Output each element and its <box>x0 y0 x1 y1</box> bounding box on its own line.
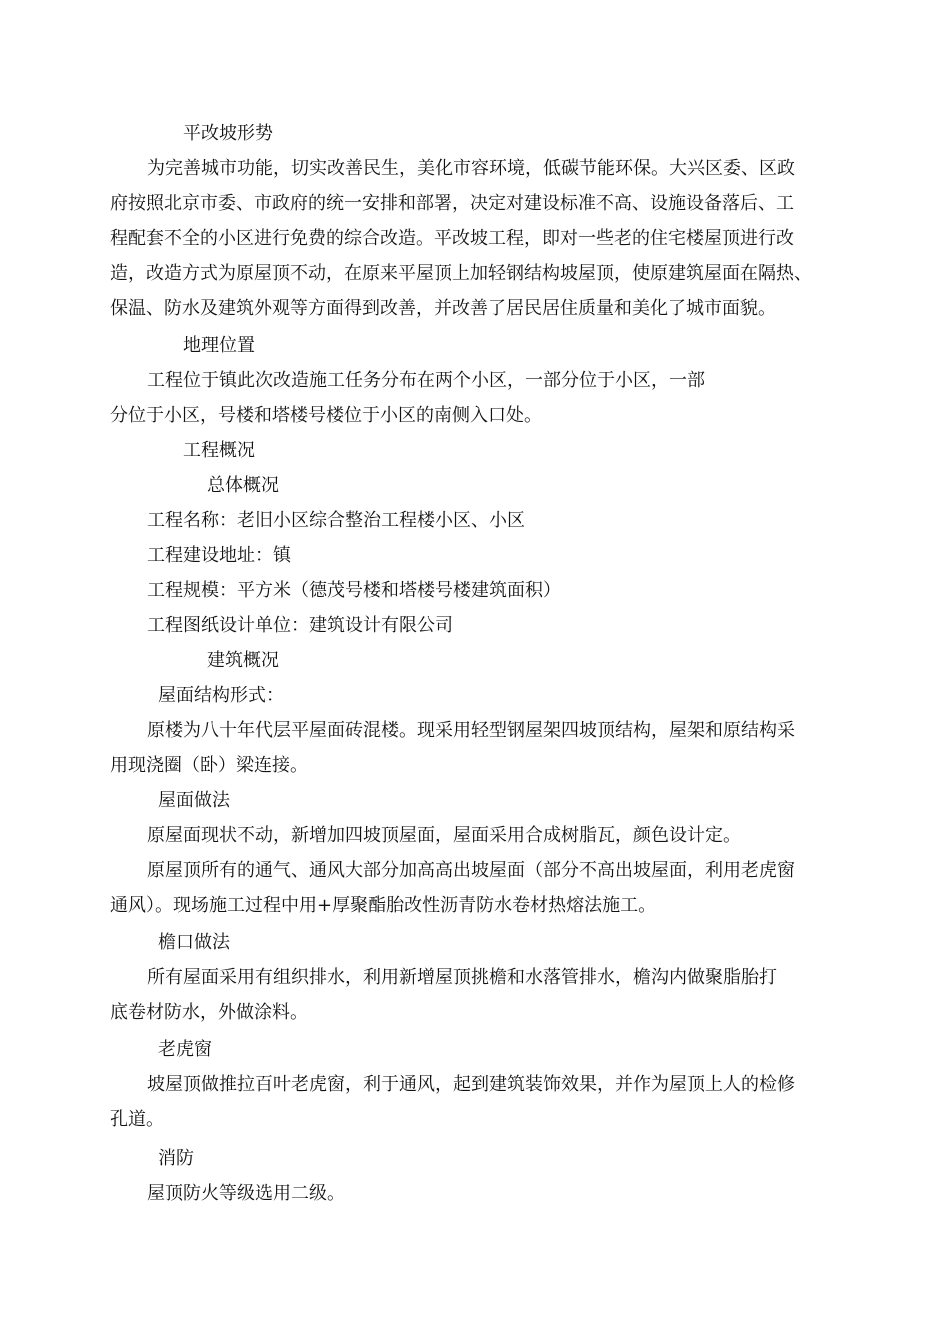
heading-roof-method: 屋面做法 <box>158 790 230 811</box>
heading-roof-structure: 屋面结构形式： <box>158 685 284 706</box>
heading-project-overview: 工程概况 <box>183 440 255 461</box>
para-eave-method-line-2: 底卷材防水，外做涂料。 <box>110 1002 308 1023</box>
para-roof-method-1: 原屋面现状不动，新增加四坡顶屋面，屋面采用合成树脂瓦，颜色设计定。 <box>147 825 741 846</box>
heading-fire-protection: 消防 <box>158 1148 194 1169</box>
para-slope-conversion-line-2: 府按照北京市委、市政府的统一安排和部署，决定对建设标准不高、设施设备落后、工 <box>110 193 794 214</box>
para-dormer-line-2: 孔道。 <box>110 1109 164 1130</box>
para-roof-method-2-line-1: 原屋顶所有的通气、通风大部分加高高出坡屋面（部分不高出坡屋面，利用老虎窗 <box>147 860 795 881</box>
subheading-general-overview: 总体概况 <box>207 475 279 496</box>
para-roof-structure-line-1: 原楼为八十年代层平屋面砖混楼。现采用轻型钢屋架四坡顶结构，屋架和原结构采 <box>147 720 795 741</box>
para-location-line-2: 分位于小区，号楼和塔楼号楼位于小区的南侧入口处。 <box>110 405 542 426</box>
para-slope-conversion-line-4: 造，改造方式为原屋顶不动，在原来平屋顶上加轻钢结构坡屋顶，使原建筑屋面在隔热、 <box>110 263 812 284</box>
para-roof-structure-line-2: 用现浇圈（卧）梁连接。 <box>110 755 308 776</box>
heading-eave-method: 檐口做法 <box>158 932 230 953</box>
para-eave-method-line-1: 所有屋面采用有组织排水，利用新增屋顶挑檐和水落管排水，檐沟内做聚脂胎打 <box>147 967 777 988</box>
project-designer: 工程图纸设计单位：建筑设计有限公司 <box>147 615 453 636</box>
para-location-line-1: 工程位于镇此次改造施工任务分布在两个小区，一部分位于小区，一部 <box>147 370 705 391</box>
heading-dormer: 老虎窗 <box>158 1039 212 1060</box>
heading-slope-conversion: 平改坡形势 <box>183 123 273 144</box>
project-address: 工程建设地址：镇 <box>147 545 291 566</box>
para-slope-conversion-line-5: 保温、防水及建筑外观等方面得到改善，并改善了居民居住质量和美化了城市面貌。 <box>110 298 776 319</box>
subheading-building-overview: 建筑概况 <box>207 650 279 671</box>
heading-location: 地理位置 <box>183 335 255 356</box>
project-name: 工程名称：老旧小区综合整治工程楼小区、小区 <box>147 510 525 531</box>
para-fire-protection: 屋顶防火等级选用二级。 <box>147 1183 345 1204</box>
para-roof-method-2-line-2: 通风）。现场施工过程中用+厚聚酯胎改性沥青防水卷材热熔法施工。 <box>110 895 657 916</box>
para-slope-conversion-line-1: 为完善城市功能，切实改善民生，美化市容环境，低碳节能环保。大兴区委、区政 <box>147 158 795 179</box>
para-slope-conversion-line-3: 程配套不全的小区进行免费的综合改造。平改坡工程，即对一些老的住宅楼屋顶进行改 <box>110 228 794 249</box>
project-scale: 工程规模：平方米（德茂号楼和塔楼号楼建筑面积） <box>147 580 561 601</box>
para-dormer-line-1: 坡屋顶做推拉百叶老虎窗，利于通风，起到建筑装饰效果，并作为屋顶上人的检修 <box>147 1074 795 1095</box>
